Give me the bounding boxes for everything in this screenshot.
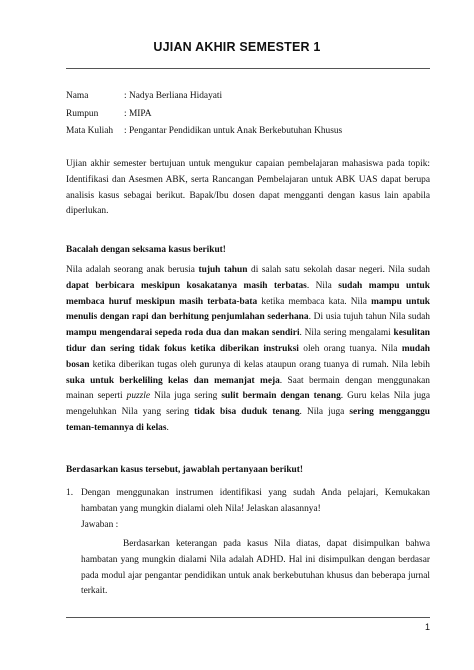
case-emphasis: sering mengganggu teman-temannya di kelas <box>66 407 430 433</box>
case-emphasis: suka untuk berkeliling kelas dan memanjat meja <box>66 375 280 386</box>
info-row-nama <box>66 88 430 106</box>
info-value: : Nadya Berliana Hidayati <box>124 91 223 101</box>
case-text: ketika membaca kata. Nila <box>257 296 372 307</box>
case-emphasis: sulit bermain dengan tenang <box>221 391 341 402</box>
student-info <box>66 88 430 141</box>
info-row-mata-kuliah <box>66 123 430 141</box>
info-label: Rumpun <box>66 108 99 119</box>
case-emphasis: mudah bosan <box>66 343 430 370</box>
case-emphasis: kesulitan tidur dan sering tidak fokus ketika diberikan instruksi <box>66 328 430 354</box>
case-text: . Nila juga <box>299 407 350 418</box>
questions-heading: Berdasarkan kasus tersebut, jawablah pertanyaan berikut! <box>66 465 304 475</box>
answer-text <box>81 537 430 600</box>
info-value: : MIPA <box>124 108 152 119</box>
case-text: Nila adalah seorang anak berusia <box>66 265 199 275</box>
info-value: : Pengantar Pendidikan untuk Anak Berkebutuhan Khusus <box>124 126 343 136</box>
case-text: oleh orang tuanya. Nila <box>298 343 402 354</box>
case-text: . Guru kelas Nila juga mengeluhkan Nila yang sering <box>66 391 431 418</box>
case-text: di salah satu sekolah dasar negeri. Nila sudah <box>247 265 430 275</box>
question-text: Dengan menggunakan instrumen identifikasi yang sudah Anda pelajari, Kemukakan hambatan yang mungkin dialami oleh Nila! Jelaskan alasannya! <box>81 488 430 514</box>
info-label: Mata Kuliah <box>66 126 114 136</box>
case-text: . Di usia tujuh tahun Nila sudah <box>308 312 430 323</box>
case-emphasis: tidak bisa duduk tenang <box>194 407 300 418</box>
case-emphasis: sudah mampu untuk membaca huruf meskipun masih terbata-bata <box>66 280 430 307</box>
case-paragraph <box>66 263 430 437</box>
case-text: Nila juga sering <box>150 391 222 402</box>
page-title: UJIAN AKHIR SEMESTER 1 <box>153 40 321 54</box>
case-text: . Nila <box>306 280 339 291</box>
footer-divider <box>66 617 430 618</box>
case-italic: puzzle <box>126 391 151 402</box>
answer-label: Jawaban : <box>81 520 119 530</box>
case-heading: Bacalah dengan seksama kasus berikut! <box>66 245 226 255</box>
case-text: ketika diberikan tugas oleh gurunya di kelas ataupun orang tuanya di rumah. Nila lebih <box>89 359 430 370</box>
case-emphasis: mampu untuk menulis dengan rapi dan berhitung penjumlahan sederhana <box>66 296 430 323</box>
case-text: . Saat bermain dengan menggunakan mainan seperti <box>66 375 430 402</box>
info-label: Nama <box>66 91 89 101</box>
header-divider <box>66 68 430 69</box>
case-emphasis: dapat berbicara meskipun kosakatanya masih terbatas <box>66 280 307 291</box>
case-emphasis: tujuh tahun <box>198 265 248 275</box>
question-number: 1. <box>66 488 74 498</box>
case-text: . Nila sering mengalami <box>299 328 394 339</box>
answer-body: Berdasarkan keterangan pada kasus Nila diatas, dapat disimpulkan bahwa hambatan yang mungkin dialami Nila adalah ADHD. Hal ini disimpulkan dengan berdasar pada modul ajar pengantar pendidikan untuk anak berkebutuhan khusus dan beberapa jurnal terkait. <box>81 539 430 597</box>
case-text: . <box>166 422 169 433</box>
info-row-rumpun <box>66 106 430 124</box>
page-number: 1 <box>424 622 430 632</box>
case-emphasis: mampu mengendarai sepeda roda dua dan makan sendiri <box>66 328 300 339</box>
intro-paragraph: Ujian akhir semester bertujuan untuk mengukur capaian pembelajaran mahasiswa pada topik: Identifikasi dan Asesmen ABK, serta Rancangan Pembelajaran untuk ABK UAS dapat berupa analisis kasus sebagai berikut. Bapak/Ibu dosen dapat mengganti dengan kasus lain apabila diperlukan. <box>66 159 430 217</box>
